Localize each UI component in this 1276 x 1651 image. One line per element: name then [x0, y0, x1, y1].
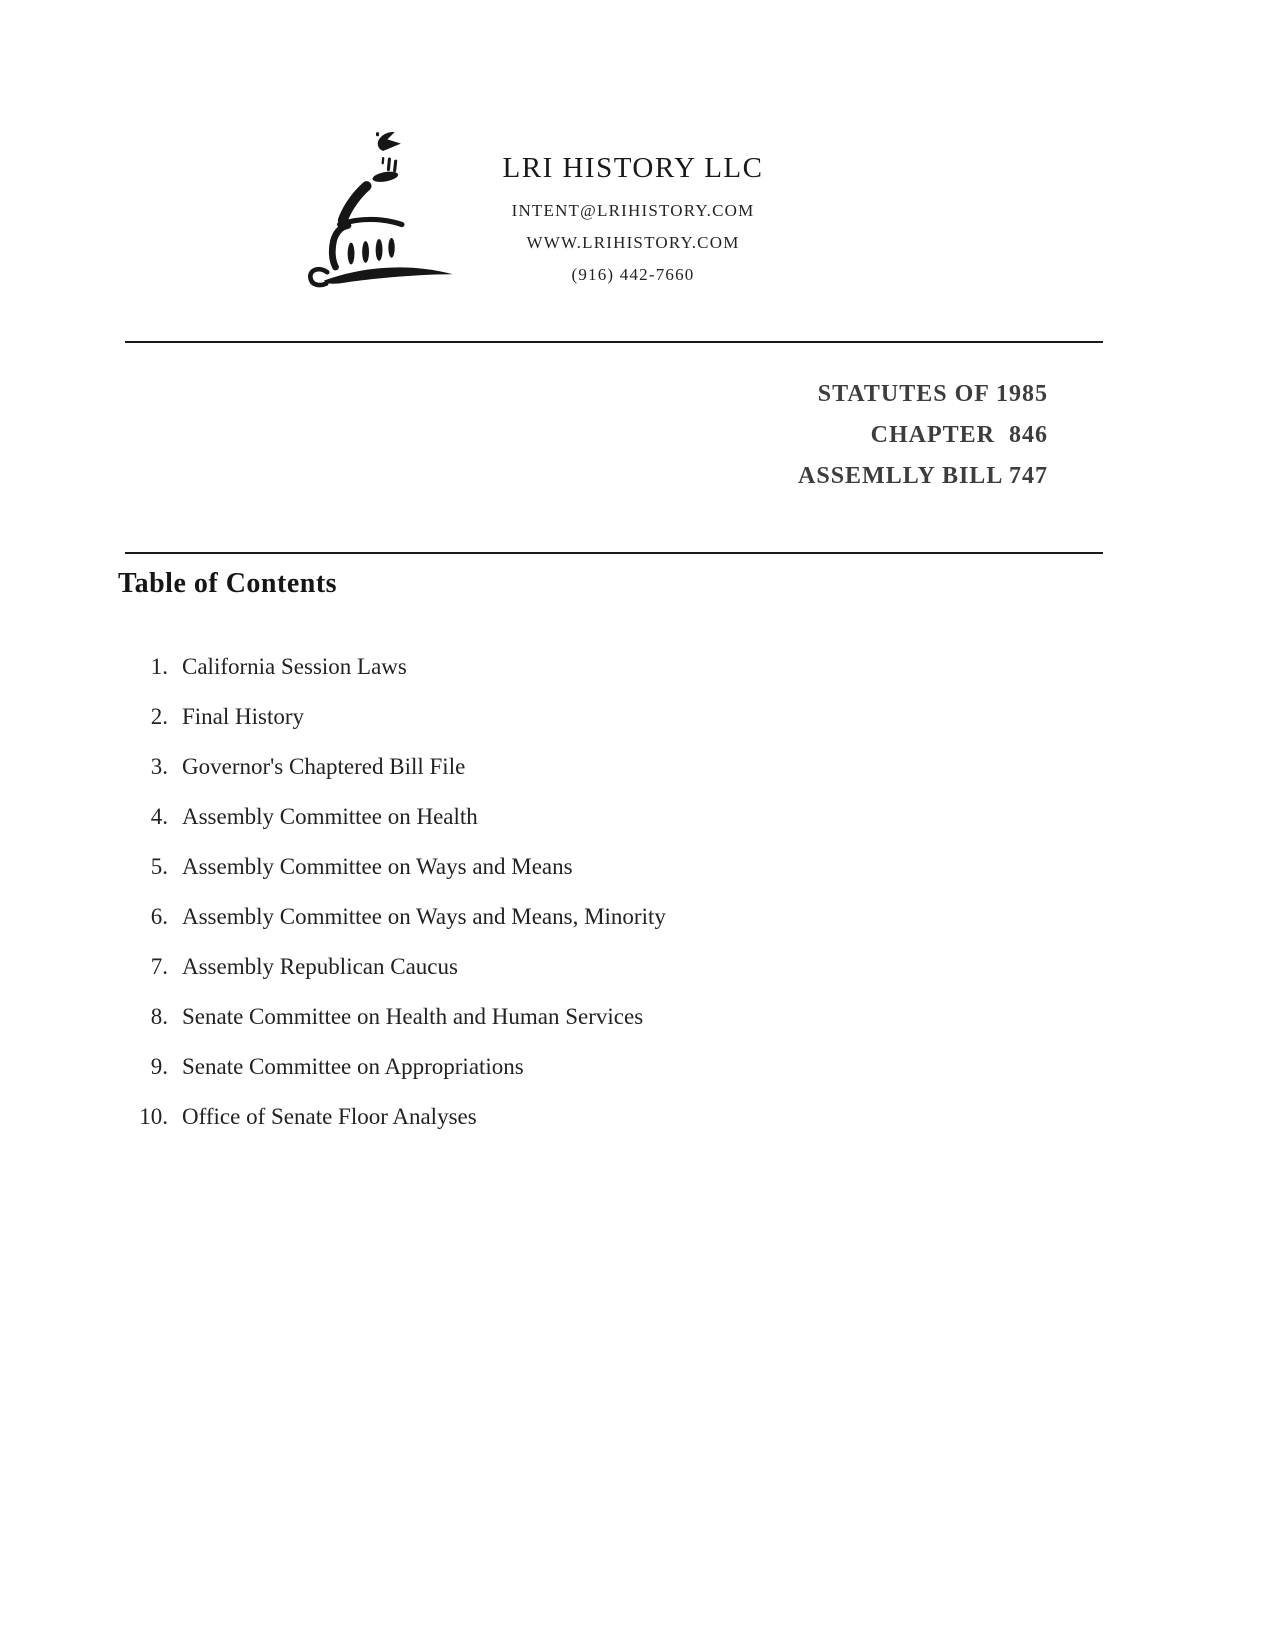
toc-item-label: Senate Committee on Health and Human Services — [182, 1004, 644, 1029]
company-name: LRI HISTORY LLC — [502, 152, 764, 184]
toc-item-label: Assembly Committee on Ways and Means — [182, 854, 573, 879]
toc-list — [120, 654, 666, 1154]
toc-item — [120, 854, 666, 904]
bill-reference-block — [798, 374, 1048, 497]
letterhead — [433, 152, 833, 297]
toc-item — [120, 1004, 666, 1054]
toc-title: Table of Contents — [118, 568, 338, 599]
statutes-line: STATUTES OF 1985 — [817, 381, 1048, 407]
toc-item-label: California Session Laws — [182, 654, 407, 679]
toc-item-number: 10. — [139, 1104, 168, 1129]
toc-item-number: 7. — [150, 954, 168, 979]
toc-item-number: 1. — [150, 654, 168, 679]
toc-item-label: Senate Committee on Appropriations — [182, 1054, 524, 1079]
toc-item — [120, 1054, 666, 1104]
bill-line: ASSEMLLY BILL 747 — [798, 463, 1048, 489]
divider-top — [125, 341, 1103, 343]
toc-item-label: Assembly Committee on Health — [182, 804, 478, 829]
chapter-line: CHAPTER 846 — [870, 422, 1048, 448]
toc-item-label: Office of Senate Floor Analyses — [182, 1104, 477, 1129]
toc-item — [120, 754, 666, 804]
toc-item-number: 4. — [150, 804, 168, 829]
toc-item — [120, 704, 666, 754]
toc-item-label: Assembly Republican Caucus — [182, 954, 458, 979]
toc-item — [120, 654, 666, 704]
toc-item-label: Assembly Committee on Ways and Means, Minority — [182, 904, 666, 929]
toc-item-number: 3. — [150, 754, 168, 779]
email-text: INTENT@LRIHISTORY.COM — [511, 201, 755, 220]
toc-item-label: Governor's Chaptered Bill File — [182, 754, 466, 779]
toc-item-label: Final History — [182, 704, 305, 729]
toc-item — [120, 804, 666, 854]
toc-item — [120, 904, 666, 954]
website-text: WWW.LRIHISTORY.COM — [526, 233, 740, 252]
toc-item-number: 5. — [150, 854, 168, 879]
toc-item-number: 2. — [150, 704, 168, 729]
toc-item — [120, 1104, 666, 1154]
toc-item — [120, 954, 666, 1004]
toc-item-number: 8. — [150, 1004, 168, 1029]
divider-bottom — [125, 552, 1103, 554]
toc-item-number: 9. — [150, 1054, 168, 1079]
phone-text: (916) 442-7660 — [571, 265, 695, 284]
toc-item-number: 6. — [150, 904, 168, 929]
